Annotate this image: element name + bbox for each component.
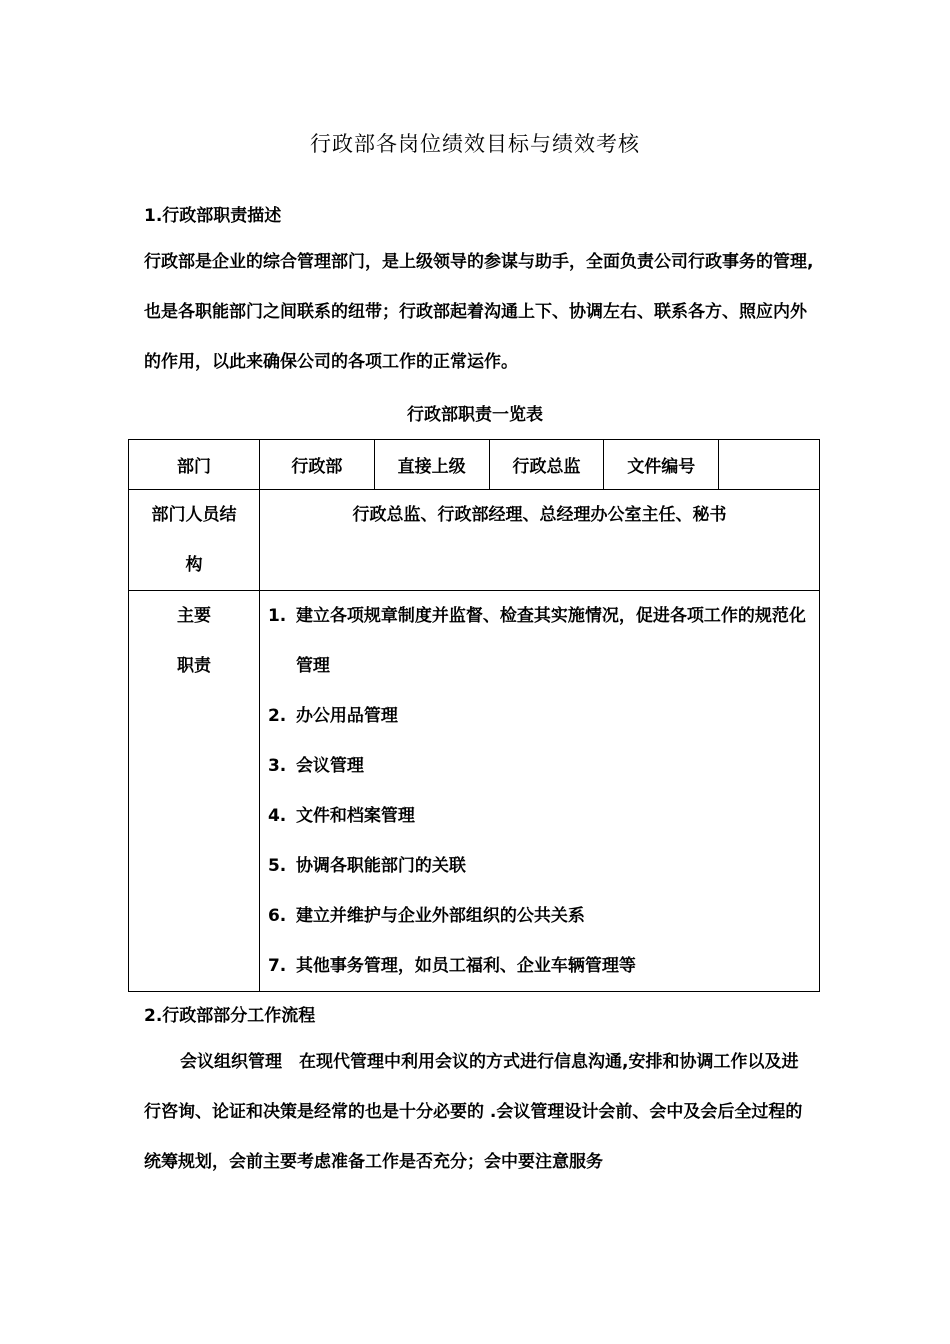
list-item <box>268 891 815 941</box>
superior-value-cell: 行政总监 <box>489 440 604 490</box>
duties-list-cell <box>259 591 819 992</box>
list-item-number: 4. <box>267 806 287 826</box>
list-item <box>268 791 815 841</box>
list-item-number: 1. <box>267 606 287 626</box>
section1-paragraph: 行政部是企业的综合管理部门，是上级领导的参谋与助手，全面负责公司行政事务的管理,也是各职能部门之间联系的纽带；行政部起着沟通上下、协调左右、联系各方、照应内外的作用，以此来确保公司的各项工作的正常运作。 <box>144 252 814 372</box>
doc-no-label-cell: 文件编号 <box>604 440 719 490</box>
members-label: 部门人员结构 <box>151 505 237 575</box>
list-item-text: 办公用品管理 <box>295 706 398 726</box>
page-title: 行政部各岗位绩效目标与绩效考核 <box>310 132 640 156</box>
duties-label-line1: 主要 <box>176 606 211 626</box>
list-item-text: 其他事务管理，如员工福利、企业车辆管理等 <box>295 956 636 976</box>
list-item-text: 协调各职能部门的关联 <box>295 856 466 876</box>
list-item <box>268 841 815 891</box>
list-item-number: 2. <box>267 706 287 726</box>
list-item <box>268 691 815 741</box>
list-item <box>268 741 815 791</box>
list-item-text: 建立各项规章制度并监督、检查其实施情况，促进各项工作的规范化管理 <box>295 606 806 676</box>
dept-value-cell: 行政部 <box>259 440 374 490</box>
duties-label-line2: 职责 <box>176 656 211 676</box>
list-item-number: 6. <box>267 906 287 926</box>
members-label-cell <box>129 490 260 591</box>
duty-table <box>128 439 820 992</box>
section1-heading: 1.行政部职责描述 <box>144 206 282 226</box>
list-item-number: 7. <box>267 956 287 976</box>
table-row <box>129 591 820 992</box>
superior-label-cell: 直接上级 <box>374 440 489 490</box>
list-item-number: 3. <box>267 756 287 776</box>
list-item <box>268 941 815 991</box>
table-row <box>129 490 820 591</box>
table-caption: 行政部职责一览表 <box>407 405 543 425</box>
doc-no-value-cell <box>719 440 820 490</box>
section2-heading: 2.行政部部分工作流程 <box>144 1006 316 1026</box>
list-item-text: 文件和档案管理 <box>295 806 415 826</box>
list-item-text: 会议管理 <box>295 756 364 776</box>
table-row <box>129 440 820 490</box>
list-item-number: 5. <box>267 856 287 876</box>
section2-paragraph: 会议组织管理 在现代管理中利用会议的方式进行信息沟通,安排和协调工作以及进行咨询、论证和决策是经常的也是十分必要的 .会议管理设计会前、会中及会后全过程的统筹规划，会前主要考虑准备工作是否充分；会中要注意服务 <box>144 1052 803 1172</box>
duties-label-cell <box>129 591 260 992</box>
dept-label-cell: 部门 <box>129 440 260 490</box>
members-value-cell: 行政总监、行政部经理、总经理办公室主任、秘书 <box>259 490 819 591</box>
duties-list <box>268 591 815 991</box>
list-item-text: 建立并维护与企业外部组织的公共关系 <box>295 906 585 926</box>
list-item <box>268 591 815 691</box>
